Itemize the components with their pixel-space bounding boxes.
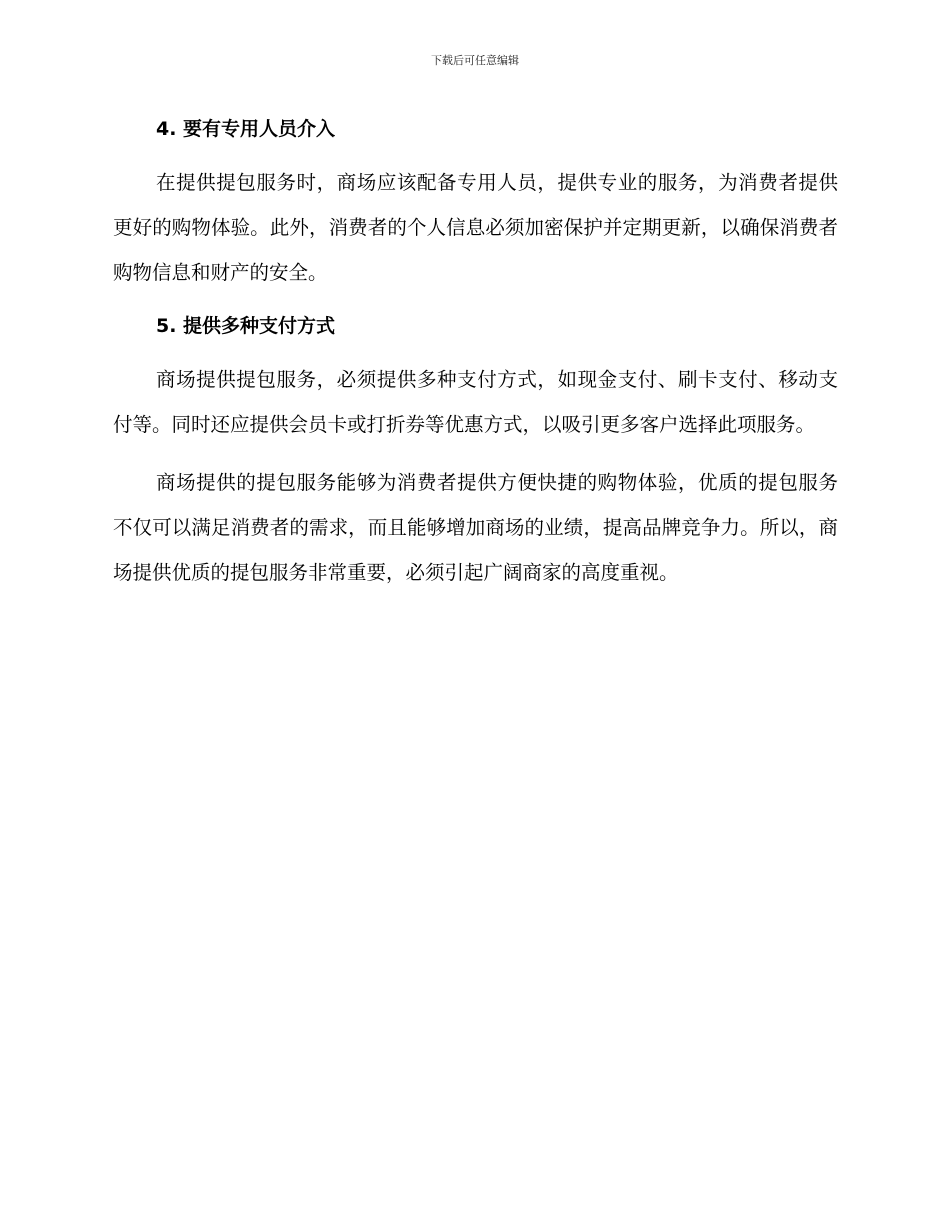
section-heading-4: 4. 要有专用人员介入 — [156, 118, 336, 140]
section-4-paragraph: 在提供提包服务时，商场应该配备专用人员，提供专业的服务，为消费者提供更好的购物体验。此外，消费者的个人信息必须加密保护并定期更新，以确保消费者购物信息和财产的安全。 — [113, 171, 838, 284]
document-body — [113, 111, 838, 595]
page-header: 下载后可任意编辑 — [431, 54, 519, 67]
section-5-paragraph: 商场提供提包服务，必须提供多种支付方式，如现金支付、刷卡支付、移动支付等。同时还应提供会员卡或打折券等优惠方式，以吸引更多客户选择此项服务。 — [113, 368, 838, 436]
section-heading-5: 5. 提供多种支付方式 — [156, 315, 336, 337]
conclusion-paragraph: 商场提供的提包服务能够为消费者提供方便快捷的购物体验，优质的提包服务不仅可以满足消费者的需求，而且能够增加商场的业绩，提高品牌竞争力。所以，商场提供优质的提包服务非常重要，必须引起广阔商家的高度重视。 — [113, 471, 838, 584]
